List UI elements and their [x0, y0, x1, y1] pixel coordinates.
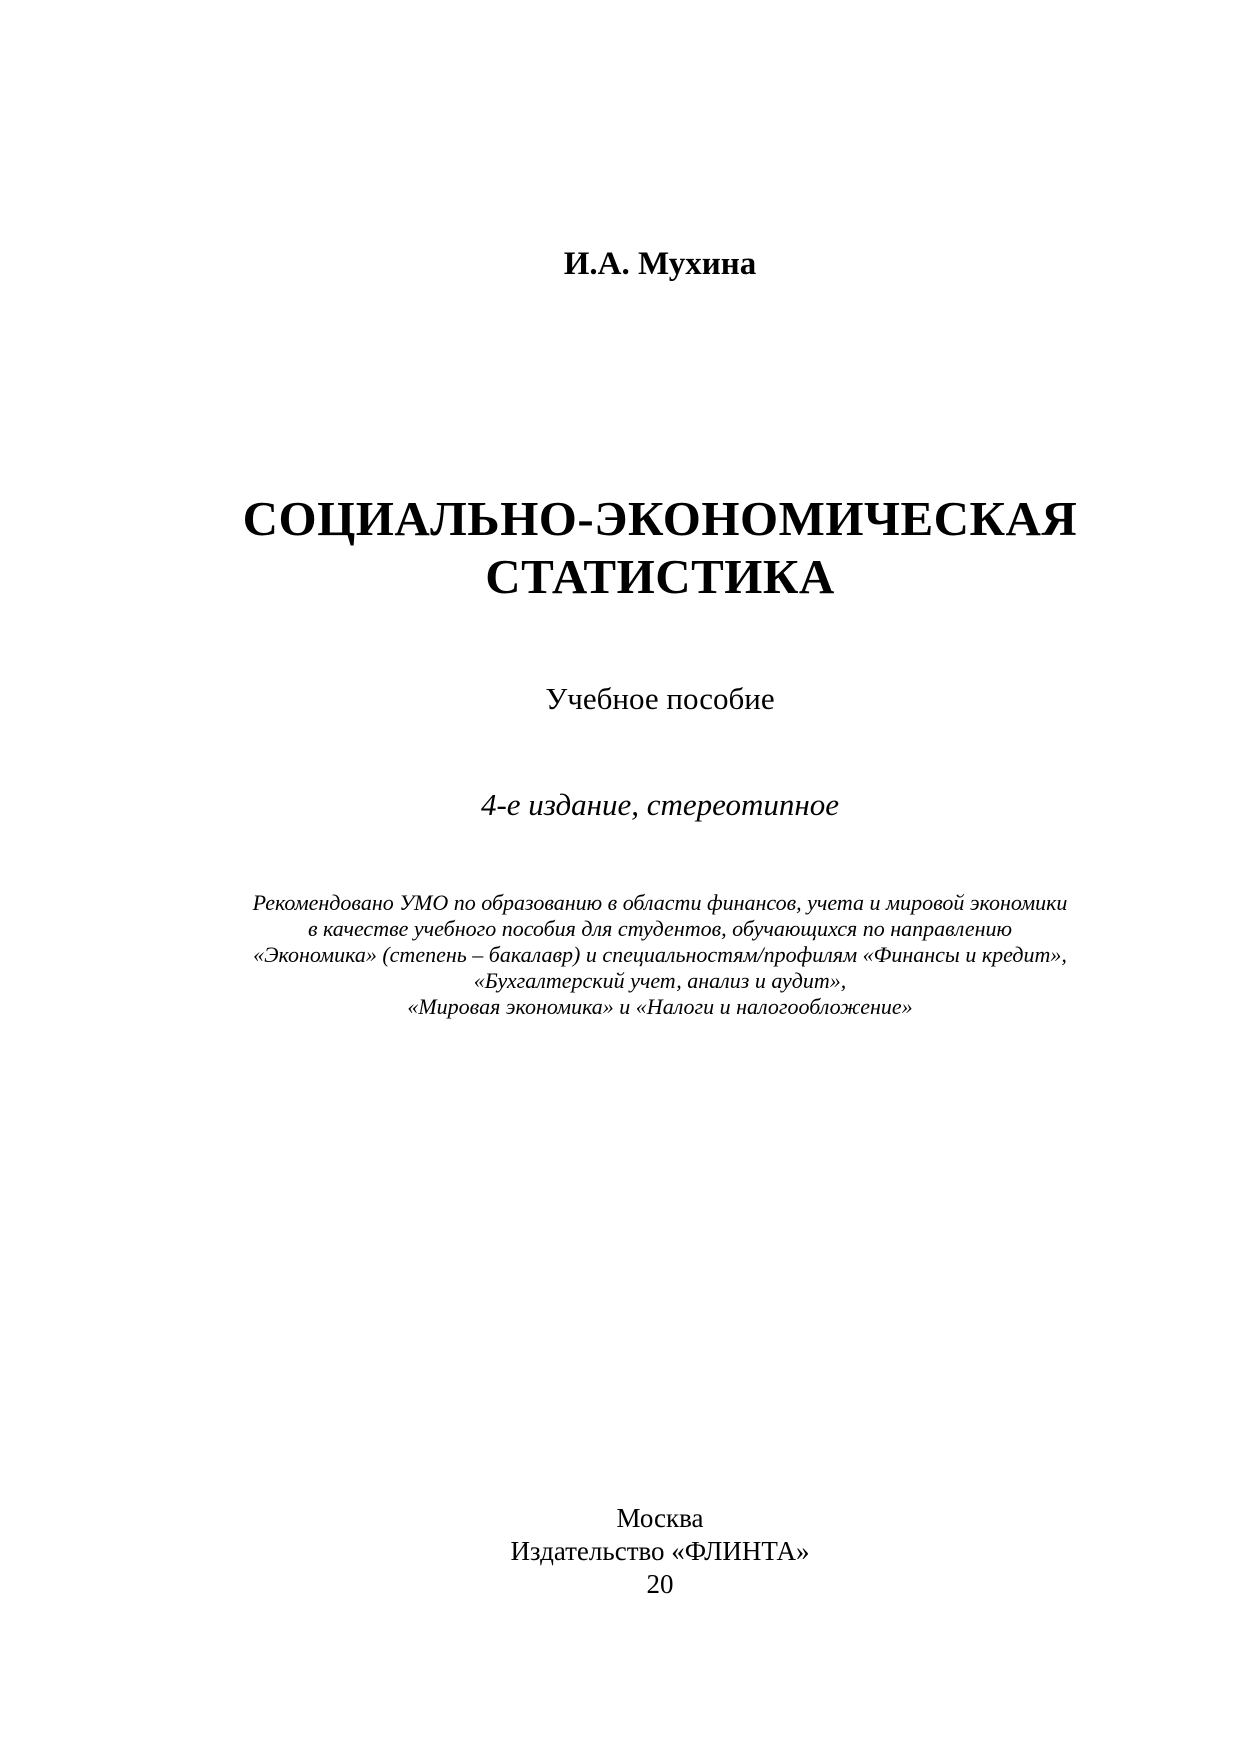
book-title — [160, 490, 1160, 606]
author-name: И.А. Мухина — [563, 246, 757, 282]
recommendation-line: «Бухгалтерский учет, анализ и аудит», — [473, 968, 847, 993]
recommendation-line: в качестве учебного пособия для студентов, обучающихся по направлению — [307, 916, 1013, 941]
recommendation-block — [160, 890, 1160, 1020]
edition-note: 4-е издание, стереотипное — [480, 787, 840, 822]
recommendation-line: «Экономика» (степень – бакалавр) и специальностям/профилям «Финансы и кредит», — [253, 942, 1067, 967]
book-title-line-1: СОЦИАЛЬНО-ЭКОНОМИЧЕСКАЯ — [242, 491, 1078, 546]
imprint-block — [160, 1502, 1160, 1601]
imprint-year: 20 — [646, 1569, 674, 1599]
book-title-line-2: СТАТИСТИКА — [485, 549, 835, 604]
recommendation-line: Рекомендовано УМО по образованию в области финансов, учета и мировой экономики — [252, 890, 1068, 915]
document-type: Учебное пособие — [545, 681, 775, 716]
imprint-publisher: Издательство «ФЛИНТА» — [510, 1536, 810, 1566]
recommendation-line: «Мировая экономика» и «Налоги и налогообложение» — [407, 994, 913, 1019]
imprint-city: Москва — [616, 1503, 704, 1533]
